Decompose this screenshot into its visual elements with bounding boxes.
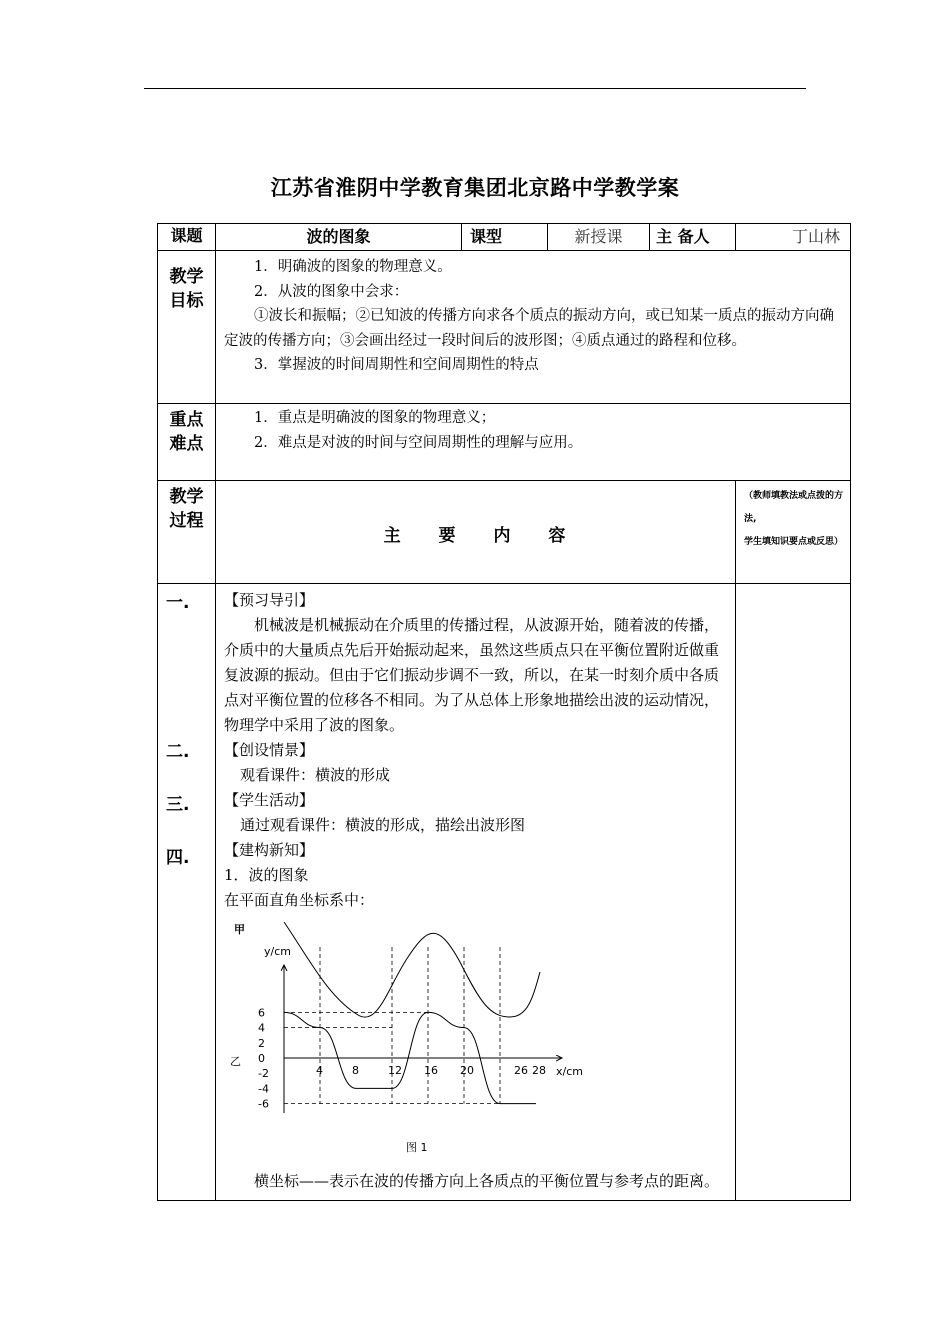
keypoint-line: 1．重点是明确波的图象的物理意义； [254, 410, 496, 426]
lesson-plan-table [157, 223, 851, 1201]
objective-line: 1．明确波的图象的物理意义。 [254, 259, 452, 275]
keypoint-line: 2．难点是对波的时间与空间周期性的理解与应用。 [254, 434, 583, 451]
section-text: 观看课件：横波的形成 [240, 766, 391, 784]
header-row [158, 224, 851, 251]
preparer-label: 主 备人 [650, 224, 736, 251]
y-tick-label: -4 [258, 1082, 269, 1096]
upper-wave-curve [284, 922, 540, 1017]
x-tick-label: 12 [388, 1064, 402, 1077]
y-tick-label: 2 [258, 1036, 265, 1050]
objective-line: 3．掌握波的时间周期性和空间周期性的特点 [254, 357, 539, 373]
section-heading: 【建构新知】 [224, 841, 315, 859]
section-text: 在平面直角坐标系中： [224, 891, 375, 909]
section-number: 二. [166, 742, 190, 762]
content-row [158, 584, 851, 1201]
x-ticks [316, 1064, 546, 1077]
topic-label: 课题 [158, 224, 216, 251]
x-tick-label: 20 [460, 1064, 474, 1077]
keypoints-row [158, 404, 851, 481]
y-tick-label: 4 [258, 1021, 265, 1035]
notes-column [736, 584, 851, 1201]
y-tick-label: -6 [258, 1097, 269, 1111]
section-text: 通过观看课件：横波的形成，描绘出波形图 [240, 816, 526, 834]
x-tick-label: 28 [532, 1064, 546, 1077]
section-text: 机械波是机械振动在介质里的传播过程，从波源开始，随着波的传播，介质中的大量质点先后开始振动起来，虽然这些质点只在平衡位置附近做重复波源的振动。但由于它们振动步调不一致，所以，在某一时刻介质中各质点对平衡位置的位移各不相同。为了从总体上形象地描绘出波的运动情况，物理学中采用了波的图象。 [224, 616, 720, 734]
section-heading: 【创设情景】 [224, 741, 315, 759]
section-text: 横坐标——表示在波的传播方向上各质点的平衡位置与参考点的距离。 [254, 1172, 720, 1190]
y-tick-label: 0 [258, 1052, 265, 1065]
objectives-label: 教学目标 [158, 251, 216, 404]
section-number: 四. [166, 848, 190, 868]
wave-figure [228, 917, 608, 1163]
main-content [216, 584, 736, 1201]
keypoints-content [216, 404, 851, 481]
header-rule [144, 88, 806, 89]
section-number: 三. [166, 795, 190, 815]
type-value: 新授课 [548, 224, 650, 251]
objectives-content [216, 251, 851, 404]
label-jia: 甲 [234, 923, 245, 936]
teacher-note: （教师填教法或点拨的方法, 学生填知识要点或反思） [736, 481, 851, 584]
section-item: 1．波的图象 [224, 866, 309, 884]
x-axis-label: x/cm [556, 1065, 583, 1078]
topic-value: 波的图象 [216, 224, 462, 251]
y-tick-label: -2 [258, 1067, 269, 1081]
section-heading: 【学生活动】 [224, 791, 315, 809]
objective-line: 2．从波的图象中会求： [254, 283, 409, 300]
x-tick-label: 26 [514, 1064, 528, 1077]
y-tick-label: 6 [258, 1006, 265, 1020]
objectives-row [158, 251, 851, 404]
x-tick-label: 16 [424, 1064, 438, 1077]
label-yi: 乙 [230, 1055, 241, 1068]
process-label: 教学过程 [158, 481, 216, 584]
y-axis-label: y/cm [264, 945, 291, 958]
type-label: 课型 [462, 224, 548, 251]
y-ticks [258, 1006, 269, 1110]
process-row [158, 481, 851, 584]
preparer-value: 丁山林 [736, 224, 851, 251]
objective-line: ①波长和振幅；②已知波的传播方向求各个质点的振动方向，或已知某一质点的振动方向确定波的传播方向；③会画出经过一段时间后的波形图；④质点通过的路程和位移。 [224, 308, 834, 349]
section-number-column [158, 584, 216, 1201]
keypoints-label: 重点难点 [158, 404, 216, 481]
figure-caption: 图 1 [406, 1141, 428, 1154]
page-title: 江苏省淮阴中学教育集团北京路中学教学案 [270, 176, 680, 200]
section-number: 一. [166, 593, 190, 613]
section-heading: 【预习导引】 [224, 591, 315, 609]
x-tick-label: 4 [316, 1064, 323, 1077]
main-content-heading: 主 要 内 容 [216, 481, 736, 584]
x-tick-label: 8 [352, 1064, 359, 1077]
